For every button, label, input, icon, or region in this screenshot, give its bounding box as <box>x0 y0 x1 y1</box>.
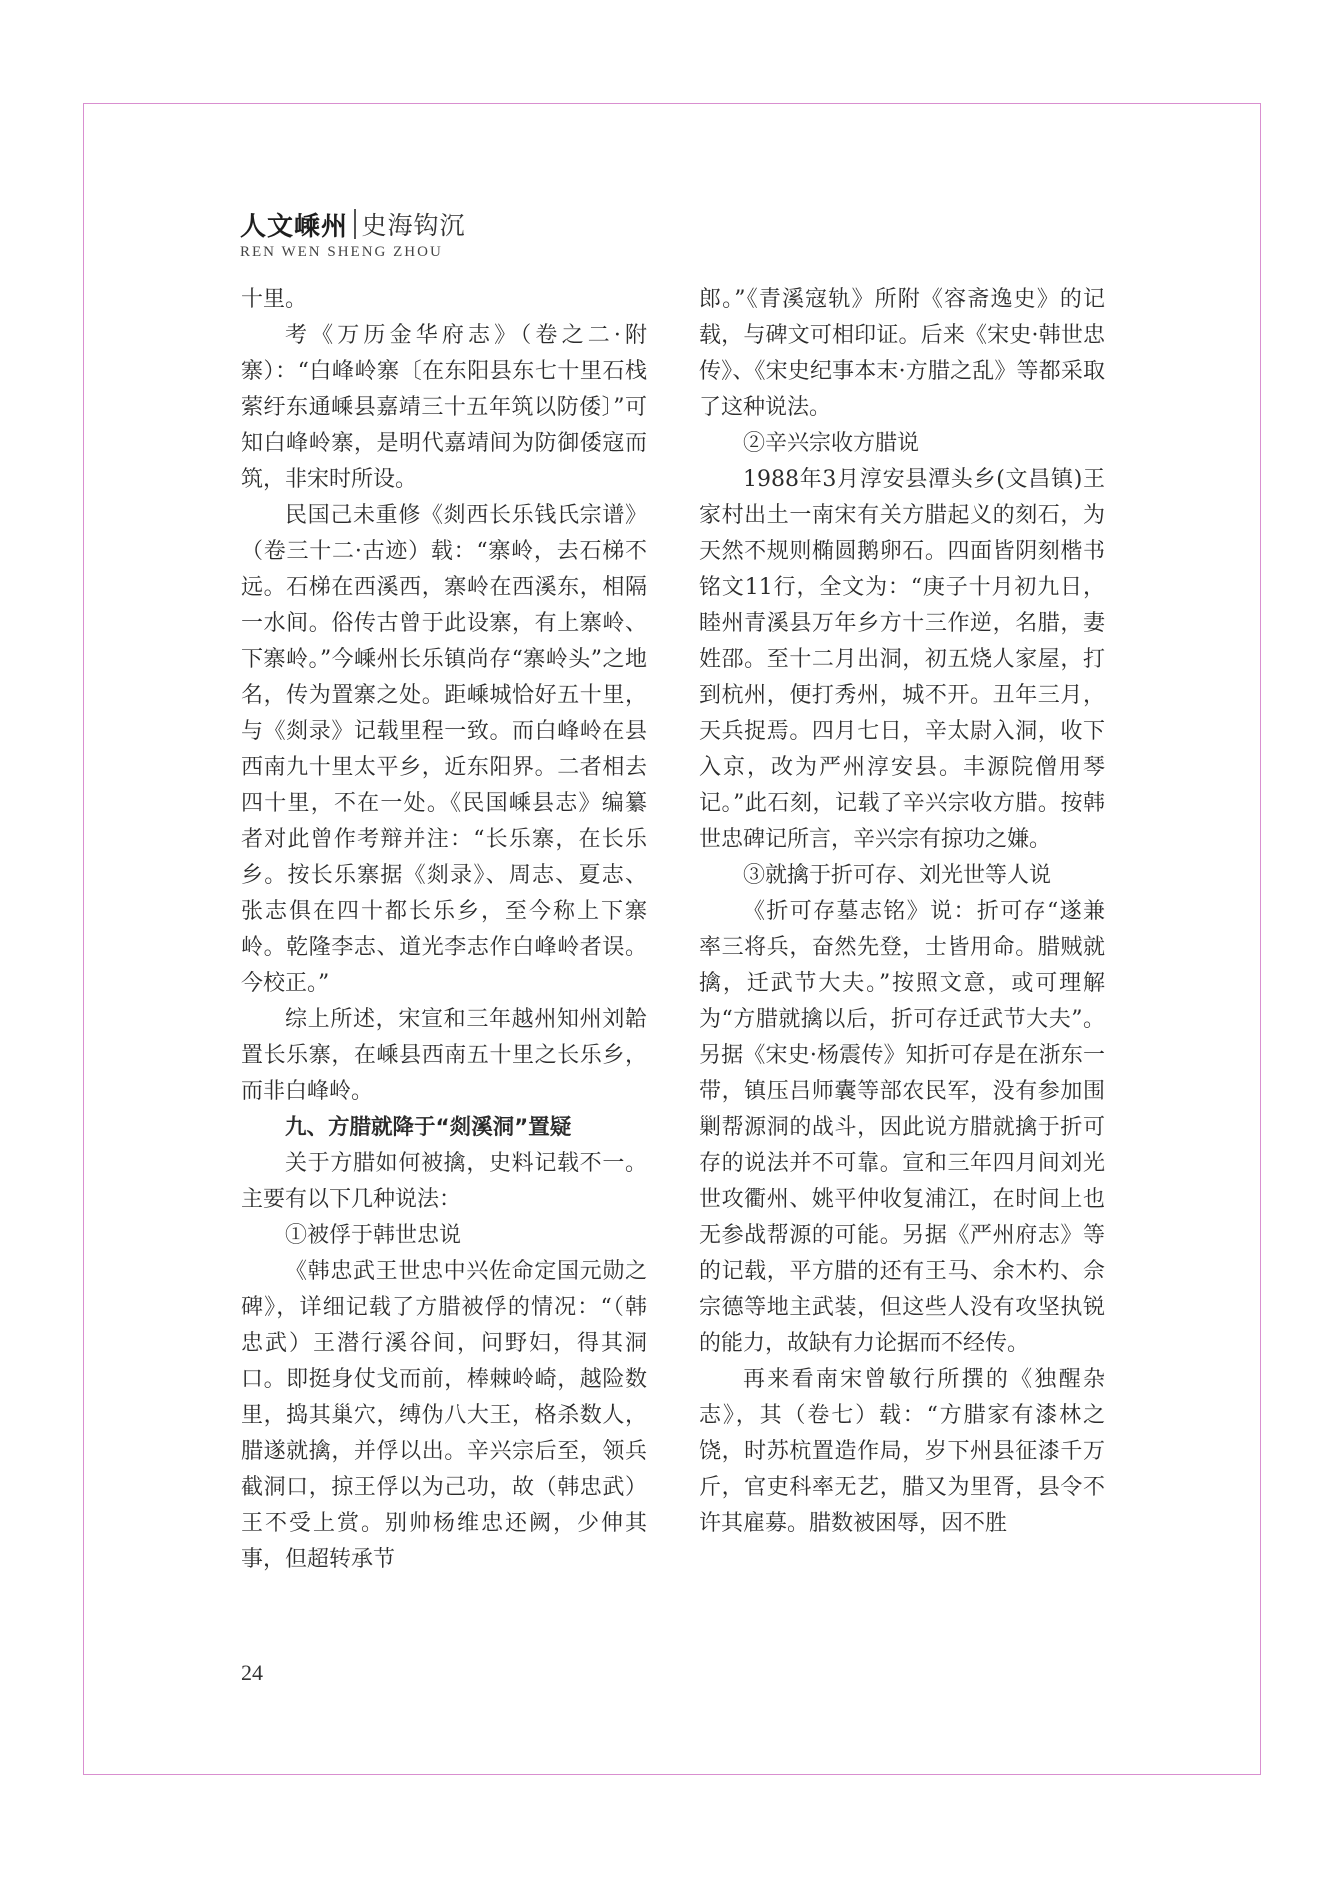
paragraph: 《韩忠武王世忠中兴佐命定国元勋之碑》，详细记载了方腊被俘的情况：“（韩忠武）王潜行溪谷间，问野妇，得其洞口。即挺身仗戈而前，棒棘岭崎，越险数里，捣其巢穴，缚伪八大王，格杀数人，腊遂就擒，并俘以出。辛兴宗后至，领兵截洞口，掠王俘以为己功，故（韩忠武）王不受上赏。别帅杨维忠还阙，少伸其事，但超转承节 <box>241 1259 647 1572</box>
paragraph: 考《万历金华府志》（卷之二·附寨）：“白峰岭寨〔在东阳县东七十里石栈萦纡东通嵊县嘉靖三十五年筑以防倭〕”可知白峰岭寨，是明代嘉靖间为防御倭寇而筑，非宋时所设。 <box>241 323 647 492</box>
running-header <box>240 207 466 261</box>
left-column <box>241 282 647 1578</box>
section-heading: 九、方腊就降于“剡溪洞”置疑 <box>285 1115 572 1140</box>
magazine-title: 人文嵊州 <box>240 211 349 242</box>
section-name: 史海钩沉 <box>361 211 466 240</box>
page-number: 24 <box>241 1660 263 1685</box>
paragraph: 郎。”《青溪寇轨》所附《容斋逸史》的记载，与碑文可相印证。后来《宋史·韩世忠传》、《宋史纪事本末·方腊之乱》等都采取了这种说法。 <box>699 287 1105 420</box>
magazine-subtitle: REN WEN SHENG ZHOU <box>240 244 443 260</box>
paragraph: 十里。 <box>241 287 308 312</box>
header-divider <box>354 209 356 239</box>
subheading: ①被俘于韩世忠说 <box>285 1223 462 1248</box>
subheading: ③就擒于折可存、刘光世等人说 <box>743 863 1052 888</box>
paragraph: 民国己未重修《剡西长乐钱氏宗谱》（卷三十二·古迹）载：“寨岭，去石梯不远。石梯在西溪西，寨岭在西溪东，相隔一水间。俗传古曾于此设寨，有上寨岭、下寨岭。”今嵊州长乐镇尚存“寨岭头”之地名，传为置寨之处。距嵊城恰好五十里，与《剡录》记载里程一致。而白峰岭在县西南九十里太平乡，近东阳界。二者相去四十里，不在一处。《民国嵊县志》编纂者对此曾作考辩并注：“长乐寨，在长乐乡。按长乐寨据《剡录》、周志、夏志、张志俱在四十都长乐乡，至今称上下寨岭。乾隆李志、道光李志作白峰岭者误。今校正。” <box>241 503 647 996</box>
right-column <box>699 282 1105 1542</box>
subheading: ②辛兴宗收方腊说 <box>743 431 920 456</box>
paragraph: 再来看南宋曾敏行所撰的《独醒杂志》，其（卷七）载：“方腊家有漆林之饶，时苏杭置造作局，岁下州县征漆千万斤，官吏科率无艺，腊又为里胥，县令不许其雇募。腊数被困辱，因不胜 <box>699 1367 1105 1536</box>
paragraph: 综上所述，宋宣和三年越州知州刘韐置长乐寨，在嵊县西南五十里之长乐乡，而非白峰岭。 <box>241 1007 647 1104</box>
paragraph: 《折可存墓志铭》说：折可存“遂兼率三将兵，奋然先登，士皆用命。腊贼就擒，迁武节大夫。”按照文意，或可理解为“方腊就擒以后，折可存迁武节大夫”。另据《宋史·杨震传》知折可存是在浙东一带，镇压吕师囊等部农民军，没有参加围剿帮源洞的战斗，因此说方腊就擒于折可存的说法并不可靠。宣和三年四月间刘光世攻衢州、姚平仲收复浦江，在时间上也无参战帮源的可能。另据《严州府志》等的记载，平方腊的还有王马、余木杓、佘宗德等地主武装，但这些人没有攻坚执锐的能力，故缺有力论据而不经传。 <box>699 899 1105 1356</box>
paragraph: 关于方腊如何被擒，史料记载不一。主要有以下几种说法： <box>241 1151 647 1212</box>
paragraph: 1988年3月淳安县潭头乡(文昌镇)王家村出土一南宋有关方腊起义的刻石，为天然不规则椭圆鹅卵石。四面皆阴刻楷书铭文11行，全文为：“庚子十月初九日，睦州青溪县万年乡方十三作逆，名腊，妻姓邵。至十二月出洞，初五烧人家屋，打到杭州，便打秀州，城不开。丑年三月，天兵捉焉。四月七日，辛太尉入洞，收下入京，改为严州淳安县。丰源院僧用琴记。”此石刻，记载了辛兴宗收方腊。按韩世忠碑记所言，辛兴宗有掠功之嫌。 <box>699 467 1105 852</box>
